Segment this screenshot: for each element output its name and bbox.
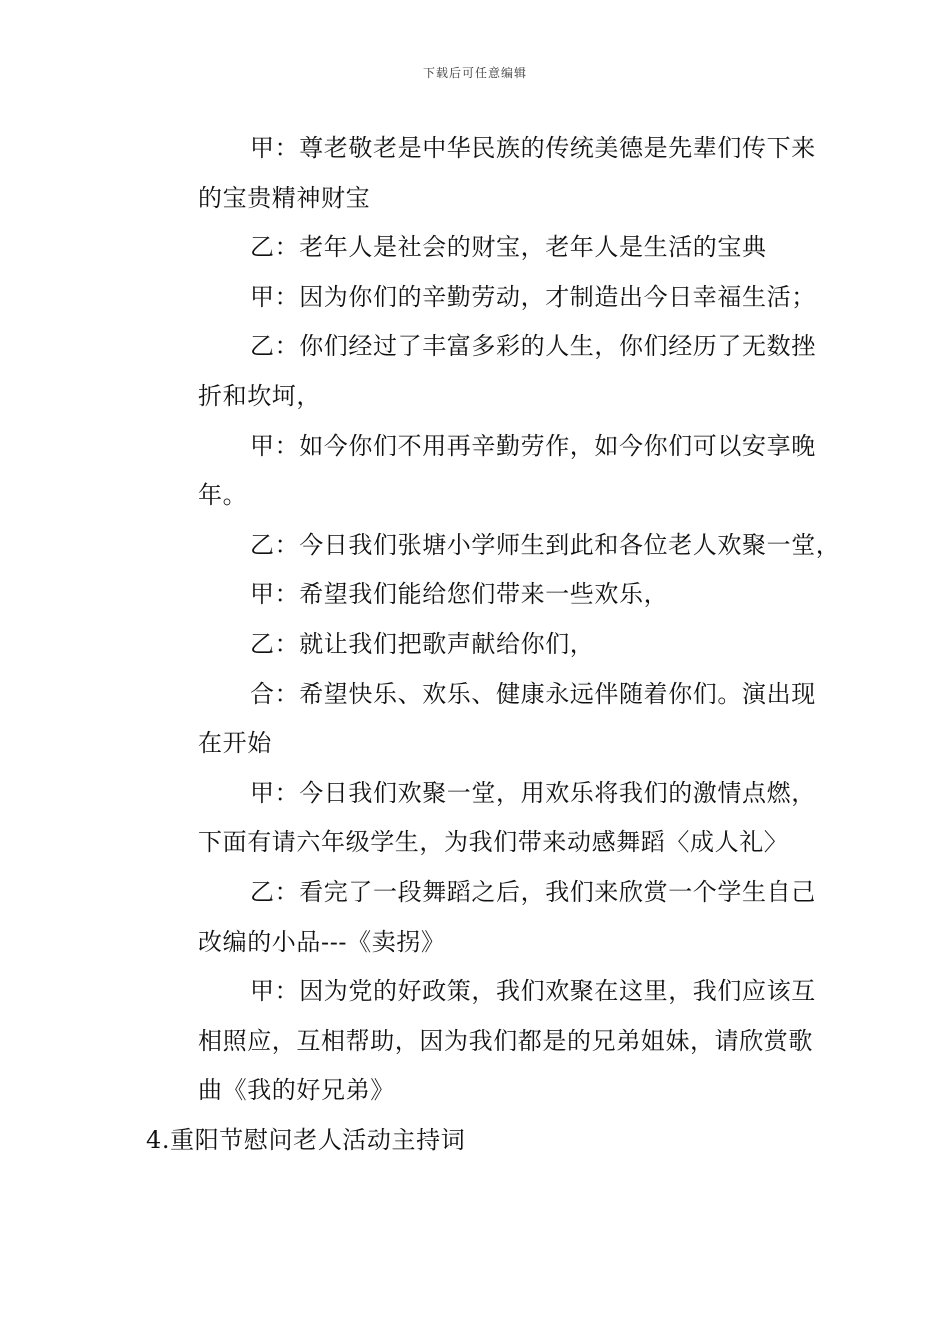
paragraph-9	[146, 670, 816, 769]
paragraph-line: 的宝贵精神财宝	[198, 183, 371, 212]
paragraph-10	[146, 769, 816, 868]
paragraph-12	[146, 967, 816, 1116]
paragraph-line: 乙：今日我们张塘小学师生到此和各位老人欢聚一堂，	[250, 530, 841, 559]
paragraph-line: 在开始	[198, 729, 272, 758]
paragraph-4	[146, 322, 816, 421]
paragraph-11	[146, 868, 816, 967]
paragraph-line: 改编的小品---《卖拐》	[198, 927, 446, 956]
paragraph-line: 乙：你们经过了丰富多彩的人生，你们经历了无数挫	[250, 332, 816, 361]
page-header-caption: 下载后可任意编辑	[422, 66, 527, 80]
paragraph-line: 乙：老年人是社会的财宝，老年人是生活的宝典	[250, 233, 767, 262]
paragraph-line: 甲：因为党的好政策，我们欢聚在这里，我们应该互	[250, 977, 816, 1006]
paragraph-line: 甲：今日我们欢聚一堂，用欢乐将我们的激情点燃，	[250, 778, 816, 807]
paragraph-line: 乙：看完了一段舞蹈之后，我们来欣赏一个学生自己	[250, 877, 816, 906]
paragraph-line: 甲：如今你们不用再辛勤劳作，如今你们可以安享晚	[250, 431, 816, 460]
paragraph-line: 甲：因为你们的辛勤劳动，才制造出今日幸福生活；	[250, 282, 816, 311]
paragraph-line: 合：希望快乐、欢乐、健康永远伴随着你们。演出现	[250, 679, 816, 708]
paragraph-8	[146, 620, 811, 670]
paragraph-line: 甲：尊老敬老是中华民族的传统美德是先辈们传下来	[250, 134, 816, 162]
body-text	[146, 124, 841, 1165]
paragraph-2	[146, 223, 811, 273]
paragraph-line: 相照应，互相帮助，因为我们都是的兄弟姐妹，请欣赏歌	[198, 1026, 813, 1055]
paragraph-line: 甲：希望我们能给您们带来一些欢乐，	[250, 580, 669, 609]
paragraph-line: 年。	[198, 481, 248, 510]
paragraph-6	[146, 521, 841, 571]
paragraph-3	[146, 273, 816, 323]
paragraph-line: 乙：就让我们把歌声献给你们，	[250, 629, 595, 658]
paragraph-line: 折和坎坷，	[198, 381, 321, 410]
paragraph-line: 下面有请六年级学生，为我们带来动感舞蹈〈成人礼〉	[198, 828, 789, 857]
paragraph-5	[146, 422, 816, 521]
section-heading-text: 4.重阳节慰问老人活动主持词	[146, 1125, 466, 1154]
section-heading	[146, 1116, 811, 1166]
paragraph-7	[146, 570, 811, 620]
paragraph-line: 曲《我的好兄弟》	[198, 1076, 395, 1105]
paragraph-1	[146, 124, 816, 223]
